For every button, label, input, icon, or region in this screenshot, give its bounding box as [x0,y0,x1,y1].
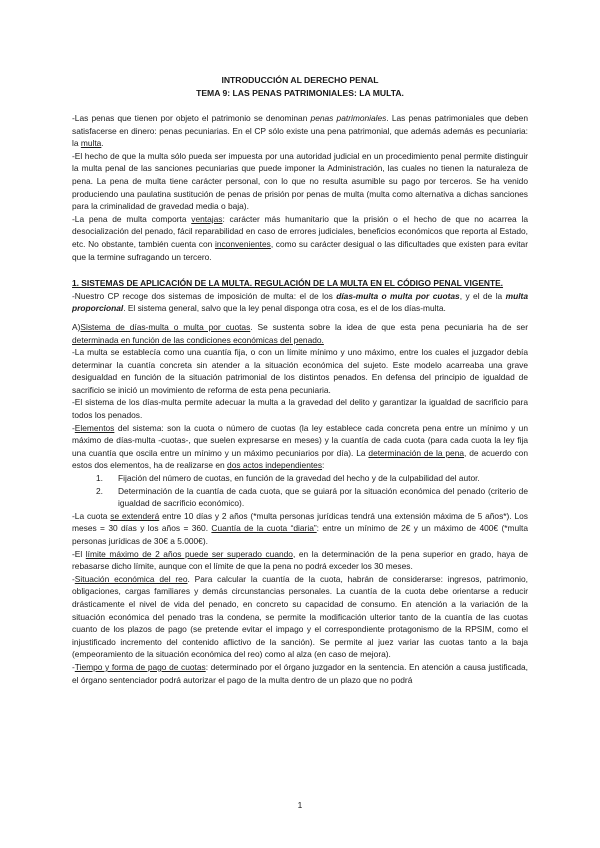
intro-paragraph-2: -El hecho de que la multa sólo pueda ser impuesta por una autoridad judicial en un procedimiento penal permite distinguir la multa penal de las sanciones pecuniarias que puede imponer la Administración, las cuales no tienen la naturaleza de pena. La pena de multa tiene carácter personal, con lo que no resulta asumible su pago por terceros. Se ha venido produciendo una paulatina sustitución de penas de prisión por penas de multa (multa como alternativa a dichas sanciones para la criminalidad de gravedad media o baja). [72,150,528,212]
section-paragraph-1: -Nuestro CP recoge dos sistemas de imposición de multa: el de los días-multa o multa por cuotas, y el de la multa proporcional. El sistema general, salvo que la ley penal disponga otra cosa, es el de los días-multa. [72,290,528,314]
subsection-a: A)Sistema de días-multa o multa por cuotas. Se sustenta sobre la idea de que esta pena pecuniaria ha de ser determinada en función de las condiciones económicas del penado. [72,321,528,345]
intro-paragraph-3: -La pena de multa comporta ventajas: carácter más humanitario que la prisión o el hecho de que no acarrea la desocialización del penado, fácil reparabilidad en caso de errores judiciales, beneficios económicos que reporta al Estado, etc. No obstante, también cuenta con inconvenientes, como su carácter desigual o las dificultades que existen para evitar que la termine sufragando un tercero. [72,213,528,262]
subsection-a-paragraph-3: -El sistema de los días-multa permite adecuar la multa a la gravedad del delito y garantizar la igualdad de sacrificio para todos los penados. [72,397,528,421]
page-number: 1 [297,800,303,810]
determination-steps-list [72,472,528,510]
document-title: INTRODUCCIÓN AL DERECHO PENAL [221,75,379,85]
document-body [72,74,528,686]
list-item: 2. Determinación de la cuantía de cada cuota, que se guiará por la situación económica del penado (criterio de igualdad de sacrificio económico). [96,485,528,509]
section-heading: 1. SISTEMAS DE APLICACIÓN DE LA MULTA. REGULACIÓN DE LA MULTA EN EL CÓDIGO PENAL VIGENTE. [72,278,504,289]
quota-paragraph: -La cuota se extenderá entre 10 días y 2 años (*multa personas jurídicas tendrá una extensión máxima de 5 años*). Los meses = 30 días y los años = 360. Cuantía de la cuota “diaria”: entre un mínimo de 2€ y un máximo de 400€ (*multa personas jurídicas de 30€ a 5.000€). [72,510,528,546]
payment-paragraph: -Tiempo y forma de pago de cuotas: determinado por el órgano juzgador en la sentencia. En atención a causa justificada, el órgano sentenciador podrá autorizar el pago de la multa dentro de un plazo que no podrá [72,661,528,685]
intro-paragraph-1: -Las penas que tienen por objeto el patrimonio se denominan penas patrimoniales. Las penas patrimoniales que deben satisfacerse en dinero: penas pecuniarias. En el CP sólo existe una pena patrimonial, que además además es pecuniaria: la multa. [72,113,528,149]
list-item: 1. Fijación del número de cuotas, en función de la gravedad del hecho y de la culpabilidad del autor. [96,473,480,484]
document-subtitle: TEMA 9: LAS PENAS PATRIMONIALES: LA MULTA. [196,87,404,98]
elements-paragraph: -Elementos del sistema: son la cuota o número de cuotas (la ley establece cada concreta pena entre un mínimo y un máximo de días-multa -cuotas-, que suelen expresarse en meses) y la cuantía de cada cuota (para cada cuota la ley fija una cuantía que oscila entre un mínimo y un máximo pecuniarios por día). La determinación de la pena, de acuerdo con estos dos elementos, ha de realizarse en dos actos independientes: [72,422,528,471]
subsection-a-paragraph-2: -La multa se establecía como una cuantía fija, o con un límite mínimo y uno máximo, entre los cuales el juzgador debía determinar la cuantía concreta sin atender a la situación económica del sujeto. Este modelo acarreaba una grave desigualdad en función de la situación patrimonial de los distintos penados. En defensa del principio de igualdad de sacrificio se inició un movimiento de reforma de esta pena pecuniaria. [72,347,528,395]
economic-situation-paragraph: -Situación económica del reo. Para calcular la cuantía de la cuota, habrán de considerarse: ingresos, patrimonio, obligaciones, cargas familiares y demás circunstancias personales. La cuantía de la cuota debe orientarse a reducir drásticamente el nivel de vida del penado, en concreto su capacidad de consumo. En atención a la variación de la situación económica del penado tras la condena, se permite la modificación ulterior tanto de la cuantía de las cuotas cuanto de los plazos de pago (se pretende evitar el impago y el correspondiente protagonismo de la RPSIM, como el injustificado incremento del contenido aflictivo de la sanción). Se permite al juez variar las cuotas tanto a la baja (empeoramiento de la situación económica del reo) como al alza (en caso de mejora). [72,573,528,660]
max-limit-paragraph: -El límite máximo de 2 años puede ser superado cuando, en la determinación de la pena superior en grado, haya de rebasarse dicho límite, aunque con el límite de que la pena no podrá exceder los 30 meses. [72,548,529,572]
